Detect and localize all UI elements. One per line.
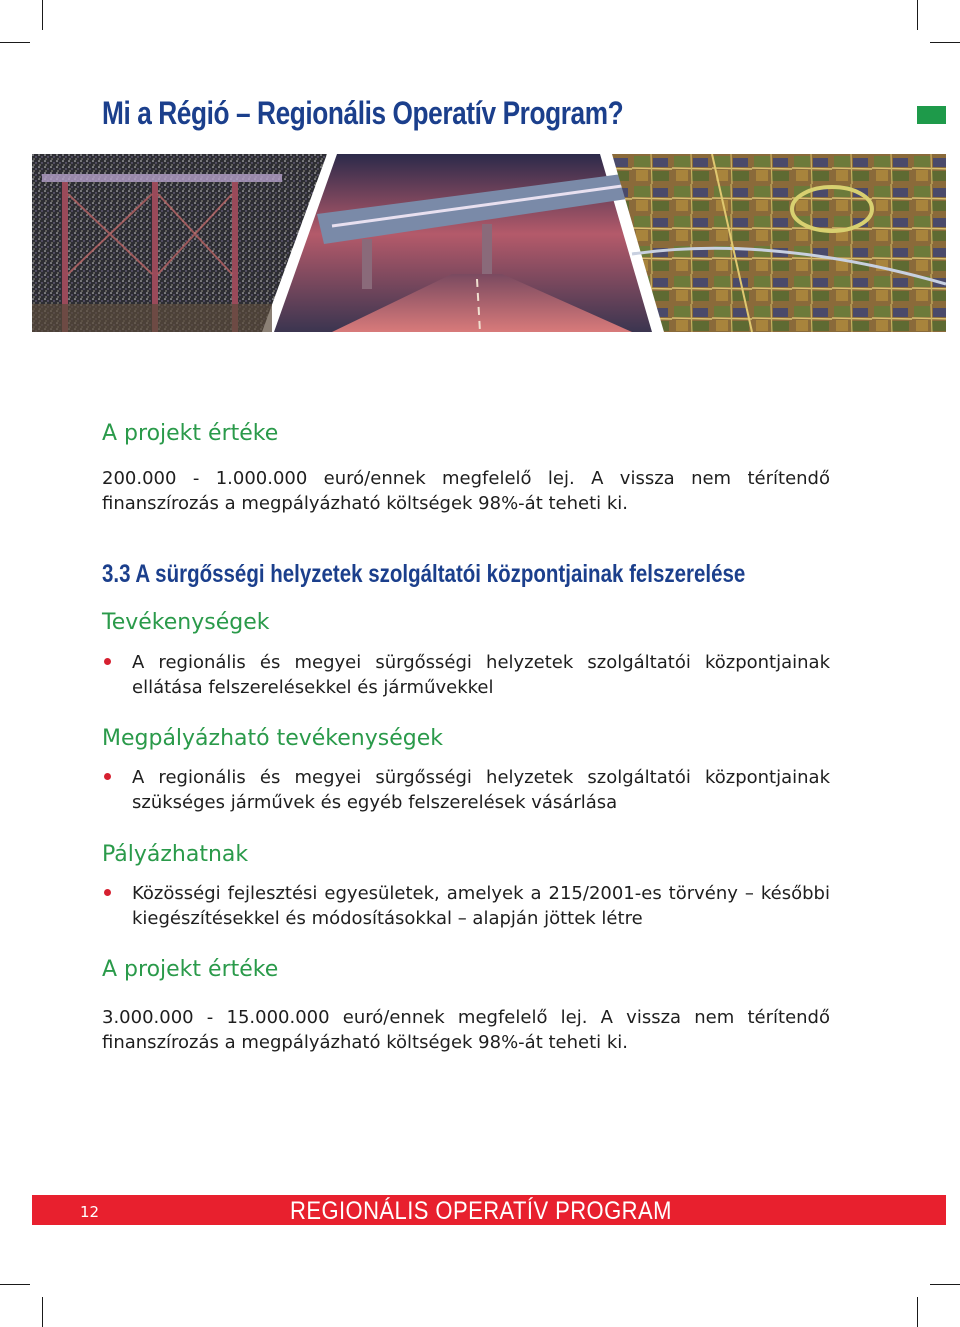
bullet-icon xyxy=(104,658,111,665)
paragraph: 3.000.000 - 15.000.000 euró/ennek megfelelő lej. A vissza nem térítendő finanszírozás a megpályázható költségek 98%-át teheti ki. xyxy=(102,1007,830,1053)
list-item-text: A regionális és megyei sürgősségi helyzetek szolgáltatói központjainak szükséges járművek és egyéb felszerelések vásárlása xyxy=(132,767,830,813)
crop-mark xyxy=(917,1297,918,1327)
eligible-activities-section xyxy=(102,726,830,751)
crop-mark xyxy=(917,0,918,30)
aerial-city-photo xyxy=(612,154,946,332)
crop-mark xyxy=(0,1284,30,1285)
section-heading: A projekt értéke xyxy=(102,421,279,446)
measure-heading: 3.3 A sürgősségi helyzetek szolgáltatói központjainak felszerelése xyxy=(102,560,746,588)
list-item xyxy=(102,881,830,931)
bullet-icon xyxy=(104,773,111,780)
project-value-text-block xyxy=(102,1005,830,1055)
section-heading: Megpályázható tevékenységek xyxy=(102,726,443,751)
list-item-text: A regionális és megyei sürgősségi helyzetek szolgáltatói központjainak ellátása felszerelésekkel és járművekkel xyxy=(132,652,830,698)
section-heading: Tevékenységek xyxy=(102,610,270,635)
section-marker xyxy=(917,106,946,124)
eligible-activities-list xyxy=(102,765,830,815)
section-heading: A projekt értéke xyxy=(102,957,279,982)
project-value-section xyxy=(102,957,830,982)
crop-mark xyxy=(0,42,30,43)
measure-section xyxy=(102,560,862,589)
bullet-icon xyxy=(104,889,111,896)
applicants-list xyxy=(102,881,830,931)
crop-mark xyxy=(930,1284,960,1285)
footer-title: REGIONÁLIS OPERATÍV PROGRAM xyxy=(290,1197,672,1225)
page-number: 12 xyxy=(80,1203,100,1221)
page-title: Mi a Régió – Regionális Operatív Program? xyxy=(102,95,624,131)
list-item xyxy=(102,765,830,815)
photo-banner xyxy=(32,154,946,332)
paragraph: 200.000 - 1.000.000 euró/ennek megfelelő lej. A vissza nem térítendő finanszírozás a megpályázható költségek 98%-át teheti ki. xyxy=(102,468,830,514)
crop-mark xyxy=(930,42,960,43)
list-item xyxy=(102,650,830,700)
section-heading: Pályázhatnak xyxy=(102,842,249,867)
crop-mark xyxy=(42,1297,43,1327)
project-value-section xyxy=(102,421,830,446)
applicants-section xyxy=(102,842,830,867)
activities-list xyxy=(102,650,830,700)
list-item-text: Közösségi fejlesztési egyesületek, amelyek a 215/2001-es törvény – későbbi kiegészítésekkel és módosításokkal – alapján jöttek létre xyxy=(132,883,830,929)
crop-mark xyxy=(42,0,43,30)
highway-bridge-photo xyxy=(274,154,652,332)
activities-section xyxy=(102,610,830,635)
industrial-crane-photo xyxy=(32,154,327,332)
project-value-text-block xyxy=(102,466,830,516)
